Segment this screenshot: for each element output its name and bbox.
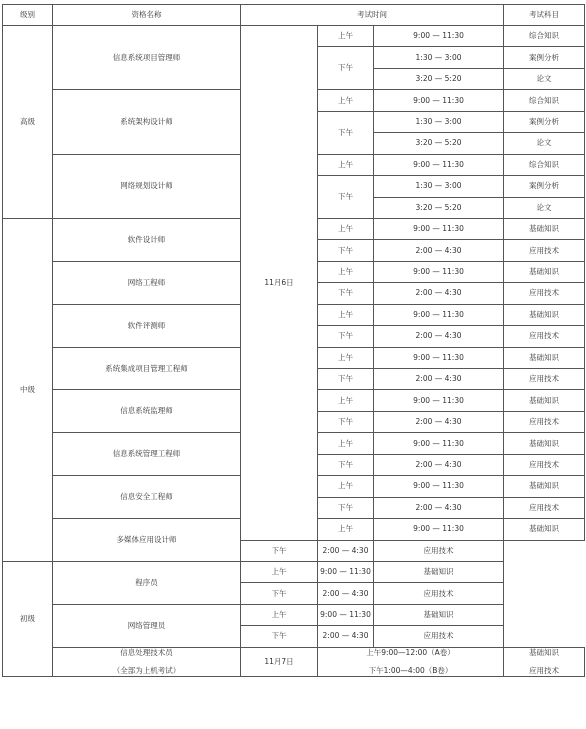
subject-cell: 基础知识 xyxy=(504,347,585,368)
header-time: 考试时间 xyxy=(241,5,504,26)
time-cell: 2:00 — 4:30 xyxy=(374,240,504,261)
date-cell: 11月6日 xyxy=(241,26,318,541)
session-cell: 下午 xyxy=(318,497,374,518)
subject-cell: 应用技术 xyxy=(504,454,585,475)
subject-cell: 论文 xyxy=(504,68,585,89)
subject-cell: 应用技术 xyxy=(504,326,585,347)
time-cell: 9:00 — 11:30 xyxy=(318,561,374,582)
time-cell: 9:00 — 11:30 xyxy=(374,433,504,454)
qualification-name: 信息安全工程师 xyxy=(53,476,241,519)
qualification-name: 程序员 xyxy=(53,561,241,604)
time-cell: 2:00 — 4:30 xyxy=(374,497,504,518)
subject-cell: 综合知识 xyxy=(504,90,585,111)
subject-cell: 基础知识 xyxy=(504,433,585,454)
time-cell: 9:00 — 11:30 xyxy=(374,304,504,325)
subject-cell: 应用技术 xyxy=(374,626,504,647)
time-cell: 9:00 — 11:30 xyxy=(374,154,504,175)
session-cell: 上午 xyxy=(318,519,374,540)
time-cell: 2:00 — 4:30 xyxy=(374,326,504,347)
session-cell: 下午 xyxy=(318,326,374,347)
header-subject: 考试科目 xyxy=(504,5,585,26)
session-cell: 上午 xyxy=(318,26,374,47)
subject-cell: 综合知识 xyxy=(504,26,585,47)
qualification-name: 信息系统项目管理师 xyxy=(53,26,241,90)
subject-line: 基础知识 xyxy=(529,647,560,657)
time-cell: 9:00 — 11:30 xyxy=(374,218,504,239)
session-cell: 下午 xyxy=(318,111,374,154)
time-cell: 2:00 — 4:30 xyxy=(374,454,504,475)
subject-cell: 基础知识 xyxy=(374,561,504,582)
qualification-name: 网络工程师 xyxy=(53,261,241,304)
session-cell: 上午 xyxy=(318,304,374,325)
subject-cell: 案例分析 xyxy=(504,47,585,68)
subject-cell: 基础知识 xyxy=(504,519,585,540)
exam-schedule-table xyxy=(2,4,585,677)
session-cell: 上午 xyxy=(318,347,374,368)
subject-cell: 应用技术 xyxy=(504,497,585,518)
time-cell-merged xyxy=(318,647,504,676)
session-cell: 上午 xyxy=(318,390,374,411)
session-cell: 下午 xyxy=(318,369,374,390)
header-level: 级别 xyxy=(3,5,53,26)
time-cell: 3:20 — 5:20 xyxy=(374,197,504,218)
time-cell: 9:00 — 11:30 xyxy=(374,90,504,111)
header-name: 资格名称 xyxy=(53,5,241,26)
session-cell: 下午 xyxy=(318,411,374,432)
session-cell: 上午 xyxy=(318,433,374,454)
time-cell: 2:00 — 4:30 xyxy=(318,626,374,647)
subject-cell: 案例分析 xyxy=(504,111,585,132)
time-cell: 2:00 — 4:30 xyxy=(318,540,374,561)
subject-cell: 案例分析 xyxy=(504,176,585,197)
time-line: 下午1:00—4:00（B卷） xyxy=(368,665,453,675)
session-cell: 上午 xyxy=(241,561,318,582)
session-cell: 上午 xyxy=(318,476,374,497)
subject-cell: 基础知识 xyxy=(504,390,585,411)
subject-cell: 基础知识 xyxy=(504,304,585,325)
session-cell: 上午 xyxy=(241,604,318,625)
qualification-name: 信息系统监理师 xyxy=(53,390,241,433)
time-cell: 2:00 — 4:30 xyxy=(374,369,504,390)
subject-cell: 应用技术 xyxy=(374,583,504,604)
subject-cell-merged xyxy=(504,647,585,676)
time-cell: 2:00 — 4:30 xyxy=(374,411,504,432)
level-cell: 中级 xyxy=(3,218,53,561)
time-cell: 9:00 — 11:30 xyxy=(374,261,504,282)
table-row xyxy=(3,604,585,625)
subject-cell: 应用技术 xyxy=(504,283,585,304)
header-row xyxy=(3,5,585,26)
session-cell: 下午 xyxy=(241,540,318,561)
qualification-name: 多媒体应用设计师 xyxy=(53,519,241,562)
qualification-name: 软件设计师 xyxy=(53,218,241,261)
session-cell: 下午 xyxy=(318,47,374,90)
session-cell: 下午 xyxy=(318,176,374,219)
level-cell: 高级 xyxy=(3,26,53,219)
subject-cell: 论文 xyxy=(504,133,585,154)
subject-cell: 综合知识 xyxy=(504,154,585,175)
table-row xyxy=(3,561,585,582)
qualification-name: 系统架构设计师 xyxy=(53,90,241,154)
time-cell: 1:30 — 3:00 xyxy=(374,47,504,68)
time-cell: 2:00 — 4:30 xyxy=(318,583,374,604)
date-cell: 11月7日 xyxy=(241,647,318,676)
table-row xyxy=(3,26,585,47)
qualification-name-line: 信息处理技术员 xyxy=(120,647,173,657)
subject-cell: 应用技术 xyxy=(504,369,585,390)
session-cell: 上午 xyxy=(318,261,374,282)
subject-cell: 基础知识 xyxy=(504,261,585,282)
qualification-name: 软件评测师 xyxy=(53,304,241,347)
session-cell: 上午 xyxy=(318,90,374,111)
time-cell: 9:00 — 11:30 xyxy=(374,26,504,47)
session-cell: 下午 xyxy=(241,583,318,604)
subject-cell: 应用技术 xyxy=(374,540,504,561)
session-cell: 下午 xyxy=(241,626,318,647)
qualification-name: 网络管理员 xyxy=(53,604,241,647)
qualification-name: 系统集成项目管理工程师 xyxy=(53,347,241,390)
session-cell: 下午 xyxy=(318,240,374,261)
time-cell: 1:30 — 3:00 xyxy=(374,176,504,197)
subject-cell: 应用技术 xyxy=(504,240,585,261)
subject-cell: 基础知识 xyxy=(504,218,585,239)
subject-cell: 应用技术 xyxy=(504,411,585,432)
subject-cell: 基础知识 xyxy=(504,476,585,497)
session-cell: 下午 xyxy=(318,283,374,304)
session-cell: 上午 xyxy=(318,218,374,239)
subject-cell: 基础知识 xyxy=(374,604,504,625)
session-cell: 上午 xyxy=(318,154,374,175)
qualification-name: 网络规划设计师 xyxy=(53,154,241,218)
time-cell: 3:20 — 5:20 xyxy=(374,133,504,154)
level-cell: 初级 xyxy=(3,561,53,676)
qualification-note: （全部为上机考试） xyxy=(112,665,181,675)
subject-line: 应用技术 xyxy=(529,665,560,675)
time-cell: 9:00 — 11:30 xyxy=(374,476,504,497)
time-cell: 9:00 — 11:30 xyxy=(318,604,374,625)
time-cell: 9:00 — 11:30 xyxy=(374,347,504,368)
time-cell: 9:00 — 11:30 xyxy=(374,519,504,540)
time-cell: 2:00 — 4:30 xyxy=(374,283,504,304)
qualification-name xyxy=(53,647,241,676)
subject-cell: 论文 xyxy=(504,197,585,218)
time-cell: 9:00 — 11:30 xyxy=(374,390,504,411)
session-cell: 下午 xyxy=(318,454,374,475)
qualification-name: 信息系统管理工程师 xyxy=(53,433,241,476)
time-line: 上午9:00—12:00（A卷） xyxy=(366,647,455,657)
time-cell: 1:30 — 3:00 xyxy=(374,111,504,132)
time-cell: 3:20 — 5:20 xyxy=(374,68,504,89)
